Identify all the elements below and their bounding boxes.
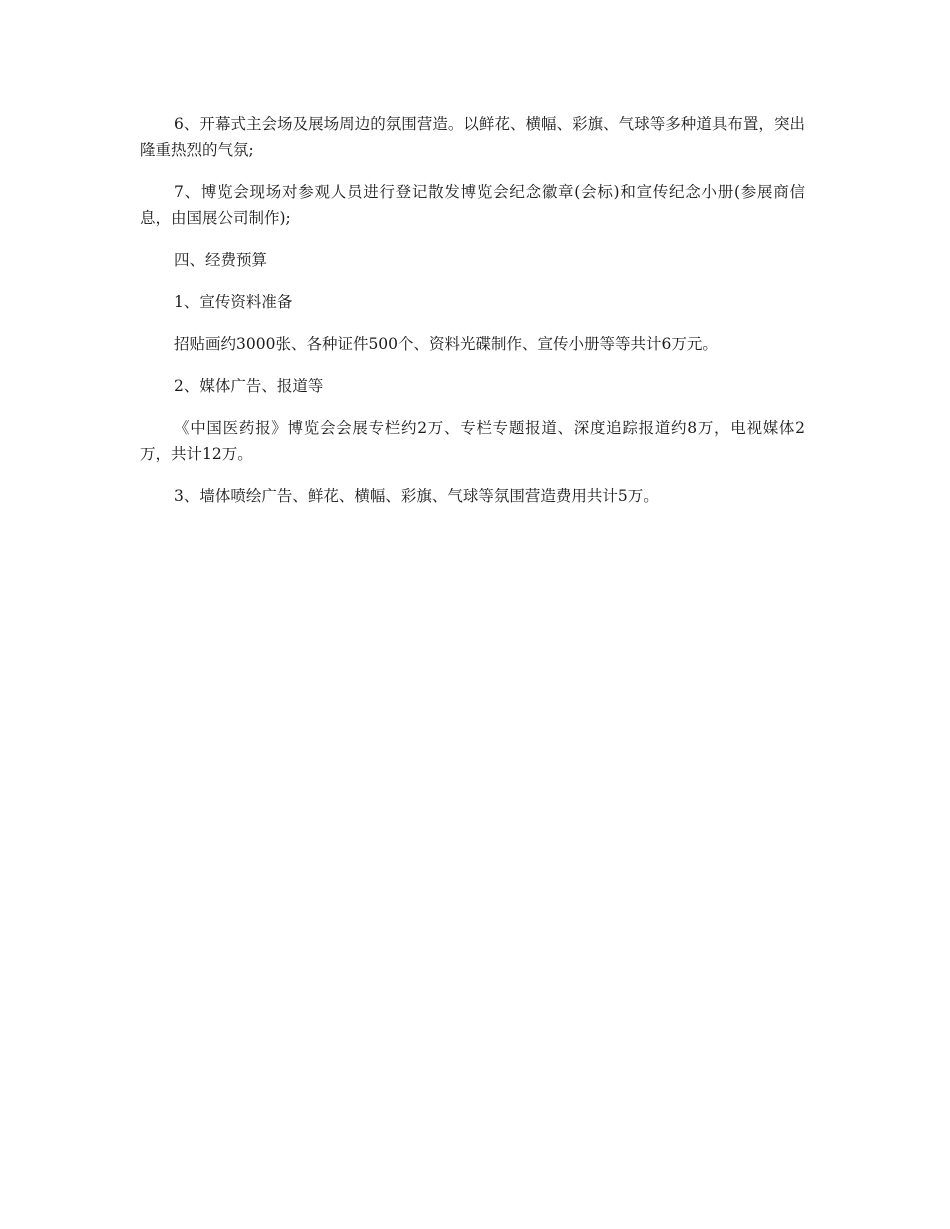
paragraph-media-ads-cost: 《中国医药报》博览会会展专栏约2万、专栏专题报道、深度追踪报道约8万，电视媒体2万，共计12万。 — [140, 419, 805, 463]
subheading-promo-materials: 1、宣传资料准备 — [174, 293, 293, 311]
paragraph-item-6-atmosphere: 6、开幕式主会场及展场周边的氛围营造。以鲜花、横幅、彩旗、气球等多种道具布置，突出隆重热烈的气氛; — [140, 115, 805, 159]
paragraph-atmosphere-cost: 3、墙体喷绘广告、鲜花、横幅、彩旗、气球等氛围营造费用共计5万。 — [174, 487, 659, 505]
document-body — [140, 111, 805, 525]
paragraph-promo-materials-cost: 招贴画约3000张、各种证件500个、资料光碟制作、宣传小册等等共计6万元。 — [174, 335, 718, 353]
section-heading-budget: 四、经费预算 — [174, 251, 268, 269]
subheading-media-ads: 2、媒体广告、报道等 — [174, 377, 324, 395]
paragraph-item-7-registration: 7、博览会现场对参观人员进行登记散发博览会纪念徽章(会标)和宣传纪念小册(参展商信息，由国展公司制作); — [140, 183, 805, 227]
